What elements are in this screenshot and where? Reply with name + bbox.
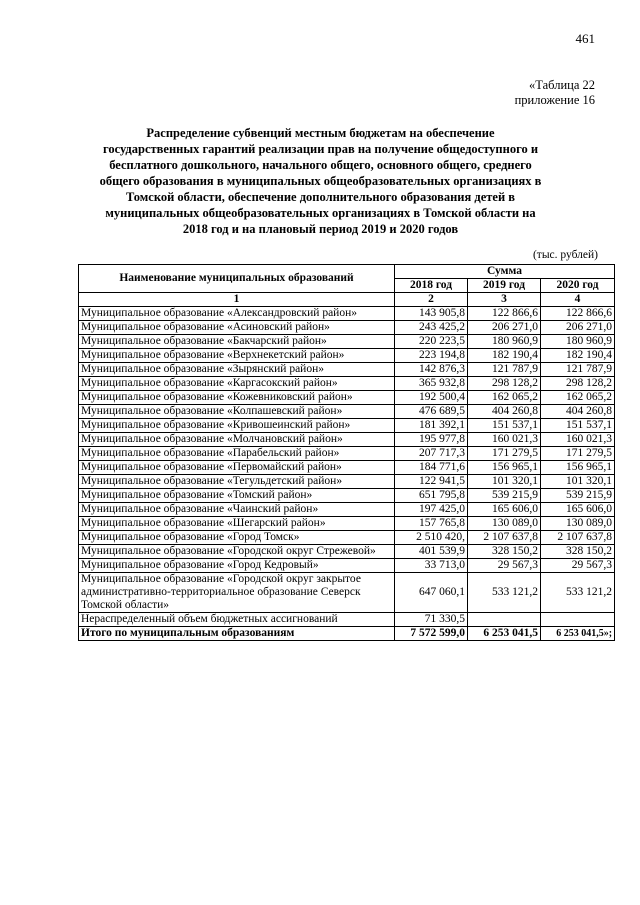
value-2020: 156 965,1 <box>541 461 615 475</box>
column-number: 2 <box>395 293 468 307</box>
header-name: Наименование муниципальных образований <box>79 265 395 293</box>
row-name: Муниципальное образование «Бакчарский район» <box>79 335 395 349</box>
table-row <box>79 461 615 475</box>
table-row <box>79 545 615 559</box>
value-2019: 101 320,1 <box>468 475 541 489</box>
value-2018: 192 500,4 <box>395 391 468 405</box>
row-name: Муниципальное образование «Парабельский район» <box>79 447 395 461</box>
row-name: Муниципальное образование «Колпашевский район» <box>79 405 395 419</box>
value-2019: 156 965,1 <box>468 461 541 475</box>
row-name: Муниципальное образование «Шегарский район» <box>79 517 395 531</box>
value-2020: 533 121,2 <box>541 573 615 613</box>
value-2019: 533 121,2 <box>468 573 541 613</box>
table-row <box>79 559 615 573</box>
column-number: 3 <box>468 293 541 307</box>
value-2019: 539 215,9 <box>468 489 541 503</box>
value-2020: 2 107 637,8 <box>541 531 615 545</box>
value-2018: 223 194,8 <box>395 349 468 363</box>
value-2020: 298 128,2 <box>541 377 615 391</box>
value-2019: 298 128,2 <box>468 377 541 391</box>
value-2018: 71 330,5 <box>395 613 468 627</box>
title-line: 2018 год и на плановый период 2019 и 2020 годов <box>182 222 459 236</box>
table-row <box>79 349 615 363</box>
units-note: (тыс. рублей) <box>532 249 598 261</box>
value-2018: 365 932,8 <box>395 377 468 391</box>
table-row <box>79 447 615 461</box>
row-name: Муниципальное образование «Каргасокский район» <box>79 377 395 391</box>
row-name: Муниципальное образование «Зырянский район» <box>79 363 395 377</box>
table-row <box>79 531 615 545</box>
value-2018: 195 977,8 <box>395 433 468 447</box>
value-2020: 122 866,6 <box>541 307 615 321</box>
row-name: Муниципальное образование «Кривошеинский район» <box>79 419 395 433</box>
table-caption <box>515 78 595 108</box>
table-row <box>79 405 615 419</box>
value-2019: 29 567,3 <box>468 559 541 573</box>
row-name: Муниципальное образование «Тегульдетский район» <box>79 475 395 489</box>
total-2020: 6 253 041,5»; <box>541 627 615 641</box>
row-name: Нераспределенный объем бюджетных ассигнований <box>79 613 395 627</box>
caption-table-number: «Таблица 22 <box>529 78 595 92</box>
value-2020: 539 215,9 <box>541 489 615 503</box>
total-label: Итого по муниципальным образованиям <box>79 627 395 641</box>
value-2019: 160 021,3 <box>468 433 541 447</box>
value-2020: 162 065,2 <box>541 391 615 405</box>
value-2019: 130 089,0 <box>468 517 541 531</box>
value-2018: 181 392,1 <box>395 419 468 433</box>
title-line: бесплатного дошкольного, начального общего, основного общего, среднего <box>109 158 532 172</box>
title-line: общего образования в муниципальных общеобразовательных организациях в <box>99 174 542 188</box>
value-2018: 122 941,5 <box>395 475 468 489</box>
value-2019: 206 271,0 <box>468 321 541 335</box>
row-name: Муниципальное образование «Кожевниковский район» <box>79 391 395 405</box>
value-2018: 647 060,1 <box>395 573 468 613</box>
value-2018: 476 689,5 <box>395 405 468 419</box>
caption-appendix: приложение 16 <box>514 93 595 107</box>
title-line: муниципальных общеобразовательных организациях в Томской области на <box>105 206 536 220</box>
page-number: 461 <box>575 31 595 46</box>
value-2020: 180 960,9 <box>541 335 615 349</box>
title-line: государственных гарантий реализации прав на получение общедоступного и <box>102 142 539 156</box>
value-2018: 220 223,5 <box>395 335 468 349</box>
value-2018: 243 425,2 <box>395 321 468 335</box>
value-2020: 404 260,8 <box>541 405 615 419</box>
table-row <box>79 363 615 377</box>
value-2018: 401 539,9 <box>395 545 468 559</box>
value-2018: 33 713,0 <box>395 559 468 573</box>
row-name: Муниципальное образование «Томский район» <box>79 489 395 503</box>
document-title <box>78 125 563 237</box>
row-name: Муниципальное образование «Чаинский район» <box>79 503 395 517</box>
value-2019: 165 606,0 <box>468 503 541 517</box>
value-2019: 121 787,9 <box>468 363 541 377</box>
value-2020: 206 271,0 <box>541 321 615 335</box>
table-row <box>79 307 615 321</box>
table-row <box>79 391 615 405</box>
table-row <box>79 503 615 517</box>
header-year-2020: 2020 год <box>541 279 615 293</box>
row-name: Муниципальное образование «Городской округ закрытое административно-территориальное образование Северск Томской области» <box>79 573 395 613</box>
value-2020: 165 606,0 <box>541 503 615 517</box>
table-row <box>79 335 615 349</box>
value-2019: 171 279,5 <box>468 447 541 461</box>
value-2019: 2 107 637,8 <box>468 531 541 545</box>
value-2019 <box>468 613 541 627</box>
value-2019: 122 866,6 <box>468 307 541 321</box>
value-2020: 328 150,2 <box>541 545 615 559</box>
row-name: Муниципальное образование «Асиновский район» <box>79 321 395 335</box>
column-number: 4 <box>541 293 615 307</box>
table-row <box>79 489 615 503</box>
total-row <box>79 627 615 641</box>
row-name: Муниципальное образование «Александровский район» <box>79 307 395 321</box>
value-2019: 151 537,1 <box>468 419 541 433</box>
value-2020: 160 021,3 <box>541 433 615 447</box>
value-2018: 651 795,8 <box>395 489 468 503</box>
row-name: Муниципальное образование «Городской округ Стрежевой» <box>79 545 395 559</box>
row-name: Муниципальное образование «Город Кедровый» <box>79 559 395 573</box>
title-line: Распределение субвенций местным бюджетам на обеспечение <box>146 126 495 140</box>
value-2018: 142 876,3 <box>395 363 468 377</box>
value-2018: 184 771,6 <box>395 461 468 475</box>
table-row <box>79 613 615 627</box>
value-2018: 197 425,0 <box>395 503 468 517</box>
total-2019: 6 253 041,5 <box>468 627 541 641</box>
row-name: Муниципальное образование «Город Томск» <box>79 531 395 545</box>
value-2018: 207 717,3 <box>395 447 468 461</box>
value-2020: 121 787,9 <box>541 363 615 377</box>
table-row <box>79 573 615 613</box>
table-row <box>79 419 615 433</box>
table-row <box>79 321 615 335</box>
header-sum: Сумма <box>395 265 615 279</box>
table-row <box>79 517 615 531</box>
value-2020: 182 190,4 <box>541 349 615 363</box>
value-2018: 157 765,8 <box>395 517 468 531</box>
row-name: Муниципальное образование «Молчановский район» <box>79 433 395 447</box>
value-2020: 130 089,0 <box>541 517 615 531</box>
table-row <box>79 433 615 447</box>
title-line: Томской области, обеспечение дополнительного образования детей в <box>125 190 516 204</box>
value-2020: 171 279,5 <box>541 447 615 461</box>
table-row <box>79 377 615 391</box>
row-name: Муниципальное образование «Верхнекетский район» <box>79 349 395 363</box>
header-year-2018: 2018 год <box>395 279 468 293</box>
budget-table <box>78 264 615 641</box>
value-2018: 143 905,8 <box>395 307 468 321</box>
table-row <box>79 475 615 489</box>
value-2019: 180 960,9 <box>468 335 541 349</box>
column-number: 1 <box>79 293 395 307</box>
value-2020 <box>541 613 615 627</box>
value-2019: 328 150,2 <box>468 545 541 559</box>
value-2019: 162 065,2 <box>468 391 541 405</box>
header-year-2019: 2019 год <box>468 279 541 293</box>
row-name: Муниципальное образование «Первомайский район» <box>79 461 395 475</box>
value-2019: 404 260,8 <box>468 405 541 419</box>
value-2020: 151 537,1 <box>541 419 615 433</box>
total-2018: 7 572 599,0 <box>395 627 468 641</box>
value-2020: 29 567,3 <box>541 559 615 573</box>
value-2020: 101 320,1 <box>541 475 615 489</box>
value-2018: 2 510 420, <box>395 531 468 545</box>
value-2019: 182 190,4 <box>468 349 541 363</box>
